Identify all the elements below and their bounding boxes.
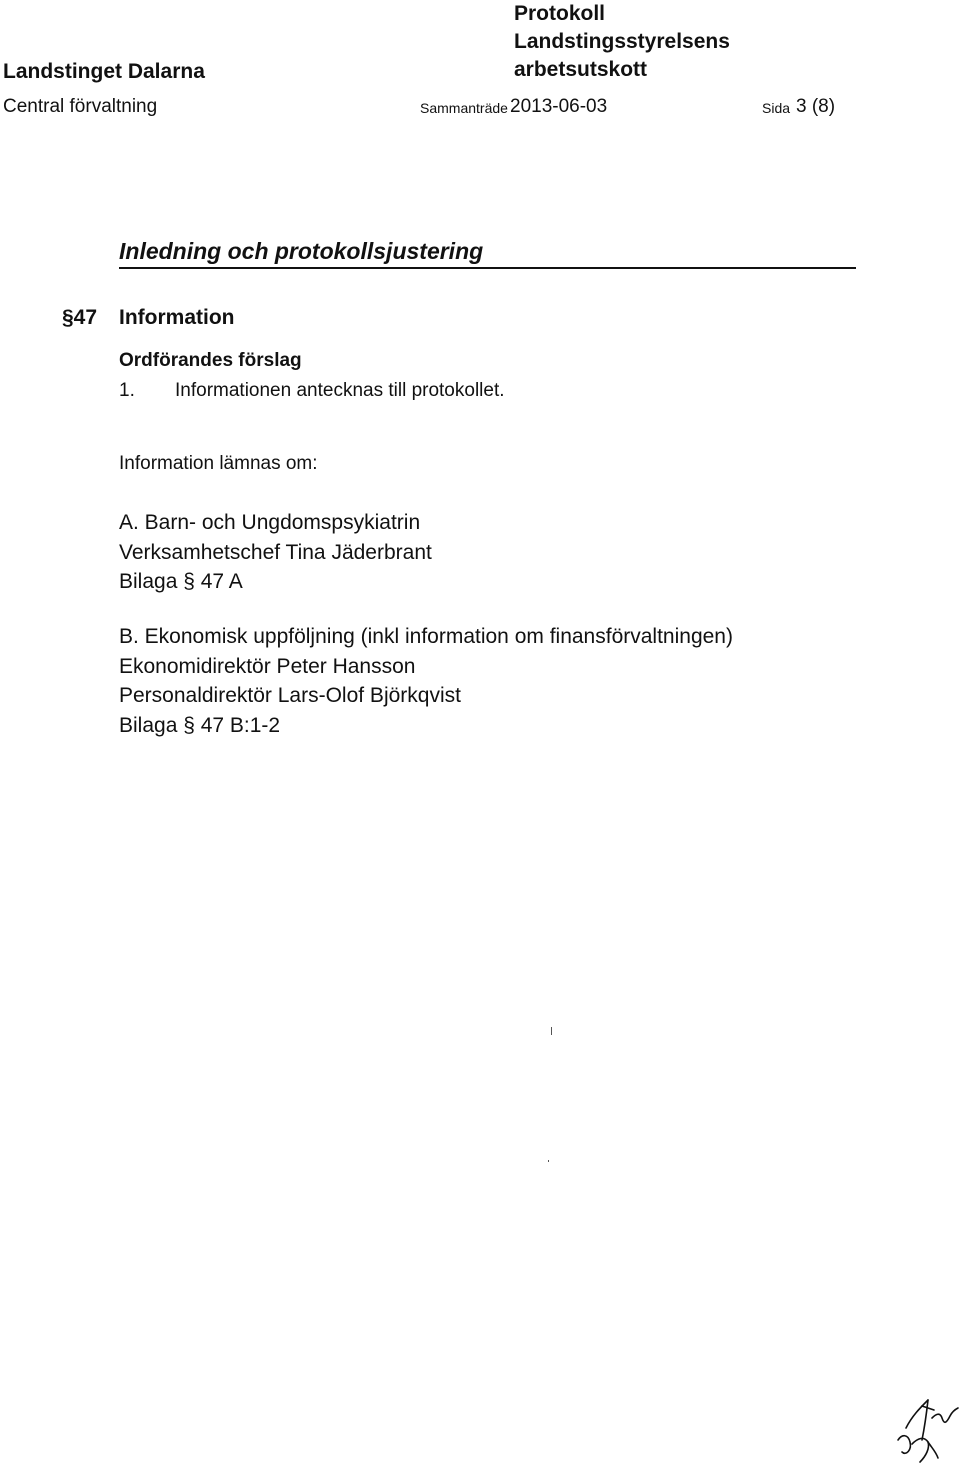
paragraph-title: Information (119, 306, 235, 329)
item-line: Bilaga § 47 A (119, 570, 243, 593)
item-line: Personaldirektör Lars-Olof Björkqvist (119, 684, 461, 707)
signature-initials-icon (888, 1388, 960, 1466)
item-line: Ekonomidirektör Peter Hansson (119, 654, 416, 678)
meeting-label: Sammanträde (420, 100, 508, 116)
document-type-line: Protokoll (514, 2, 606, 25)
page-label: Sida (762, 100, 791, 116)
item-line: Bilaga § 47 B:1-2 (119, 713, 281, 737)
section-heading: Inledning och protokollsjustering (119, 238, 484, 264)
organization-unit: Central förvaltning (3, 96, 158, 117)
organization-name: Landstinget Dalarna (3, 60, 205, 83)
scan-speck (548, 1160, 549, 1162)
section-divider (119, 267, 856, 269)
proposal-text: Informationen antecknas till protokollet. (175, 380, 505, 401)
meeting-date: 2013-06-03 (510, 96, 608, 117)
information-intro: Information lämnas om: (119, 453, 318, 474)
document-type-line: Landstingsstyrelsens (514, 30, 730, 53)
information-item-a (119, 508, 432, 597)
information-item-b (119, 622, 733, 740)
paragraph-number: §47 (62, 306, 98, 329)
scan-speck (551, 1027, 552, 1035)
page-number: 3 (8) (796, 96, 836, 117)
proposal-number: 1. (119, 380, 135, 401)
proposal-heading: Ordförandes förslag (119, 350, 302, 371)
item-line: A. Barn- och Ungdomspsykiatrin (119, 511, 421, 534)
item-line: B. Ekonomisk uppföljning (inkl information om finansförvaltningen) (119, 625, 733, 648)
item-line: Verksamhetschef Tina Jäderbrant (119, 540, 432, 564)
document-type (514, 0, 730, 84)
document-type-line: arbetsutskott (514, 58, 648, 81)
